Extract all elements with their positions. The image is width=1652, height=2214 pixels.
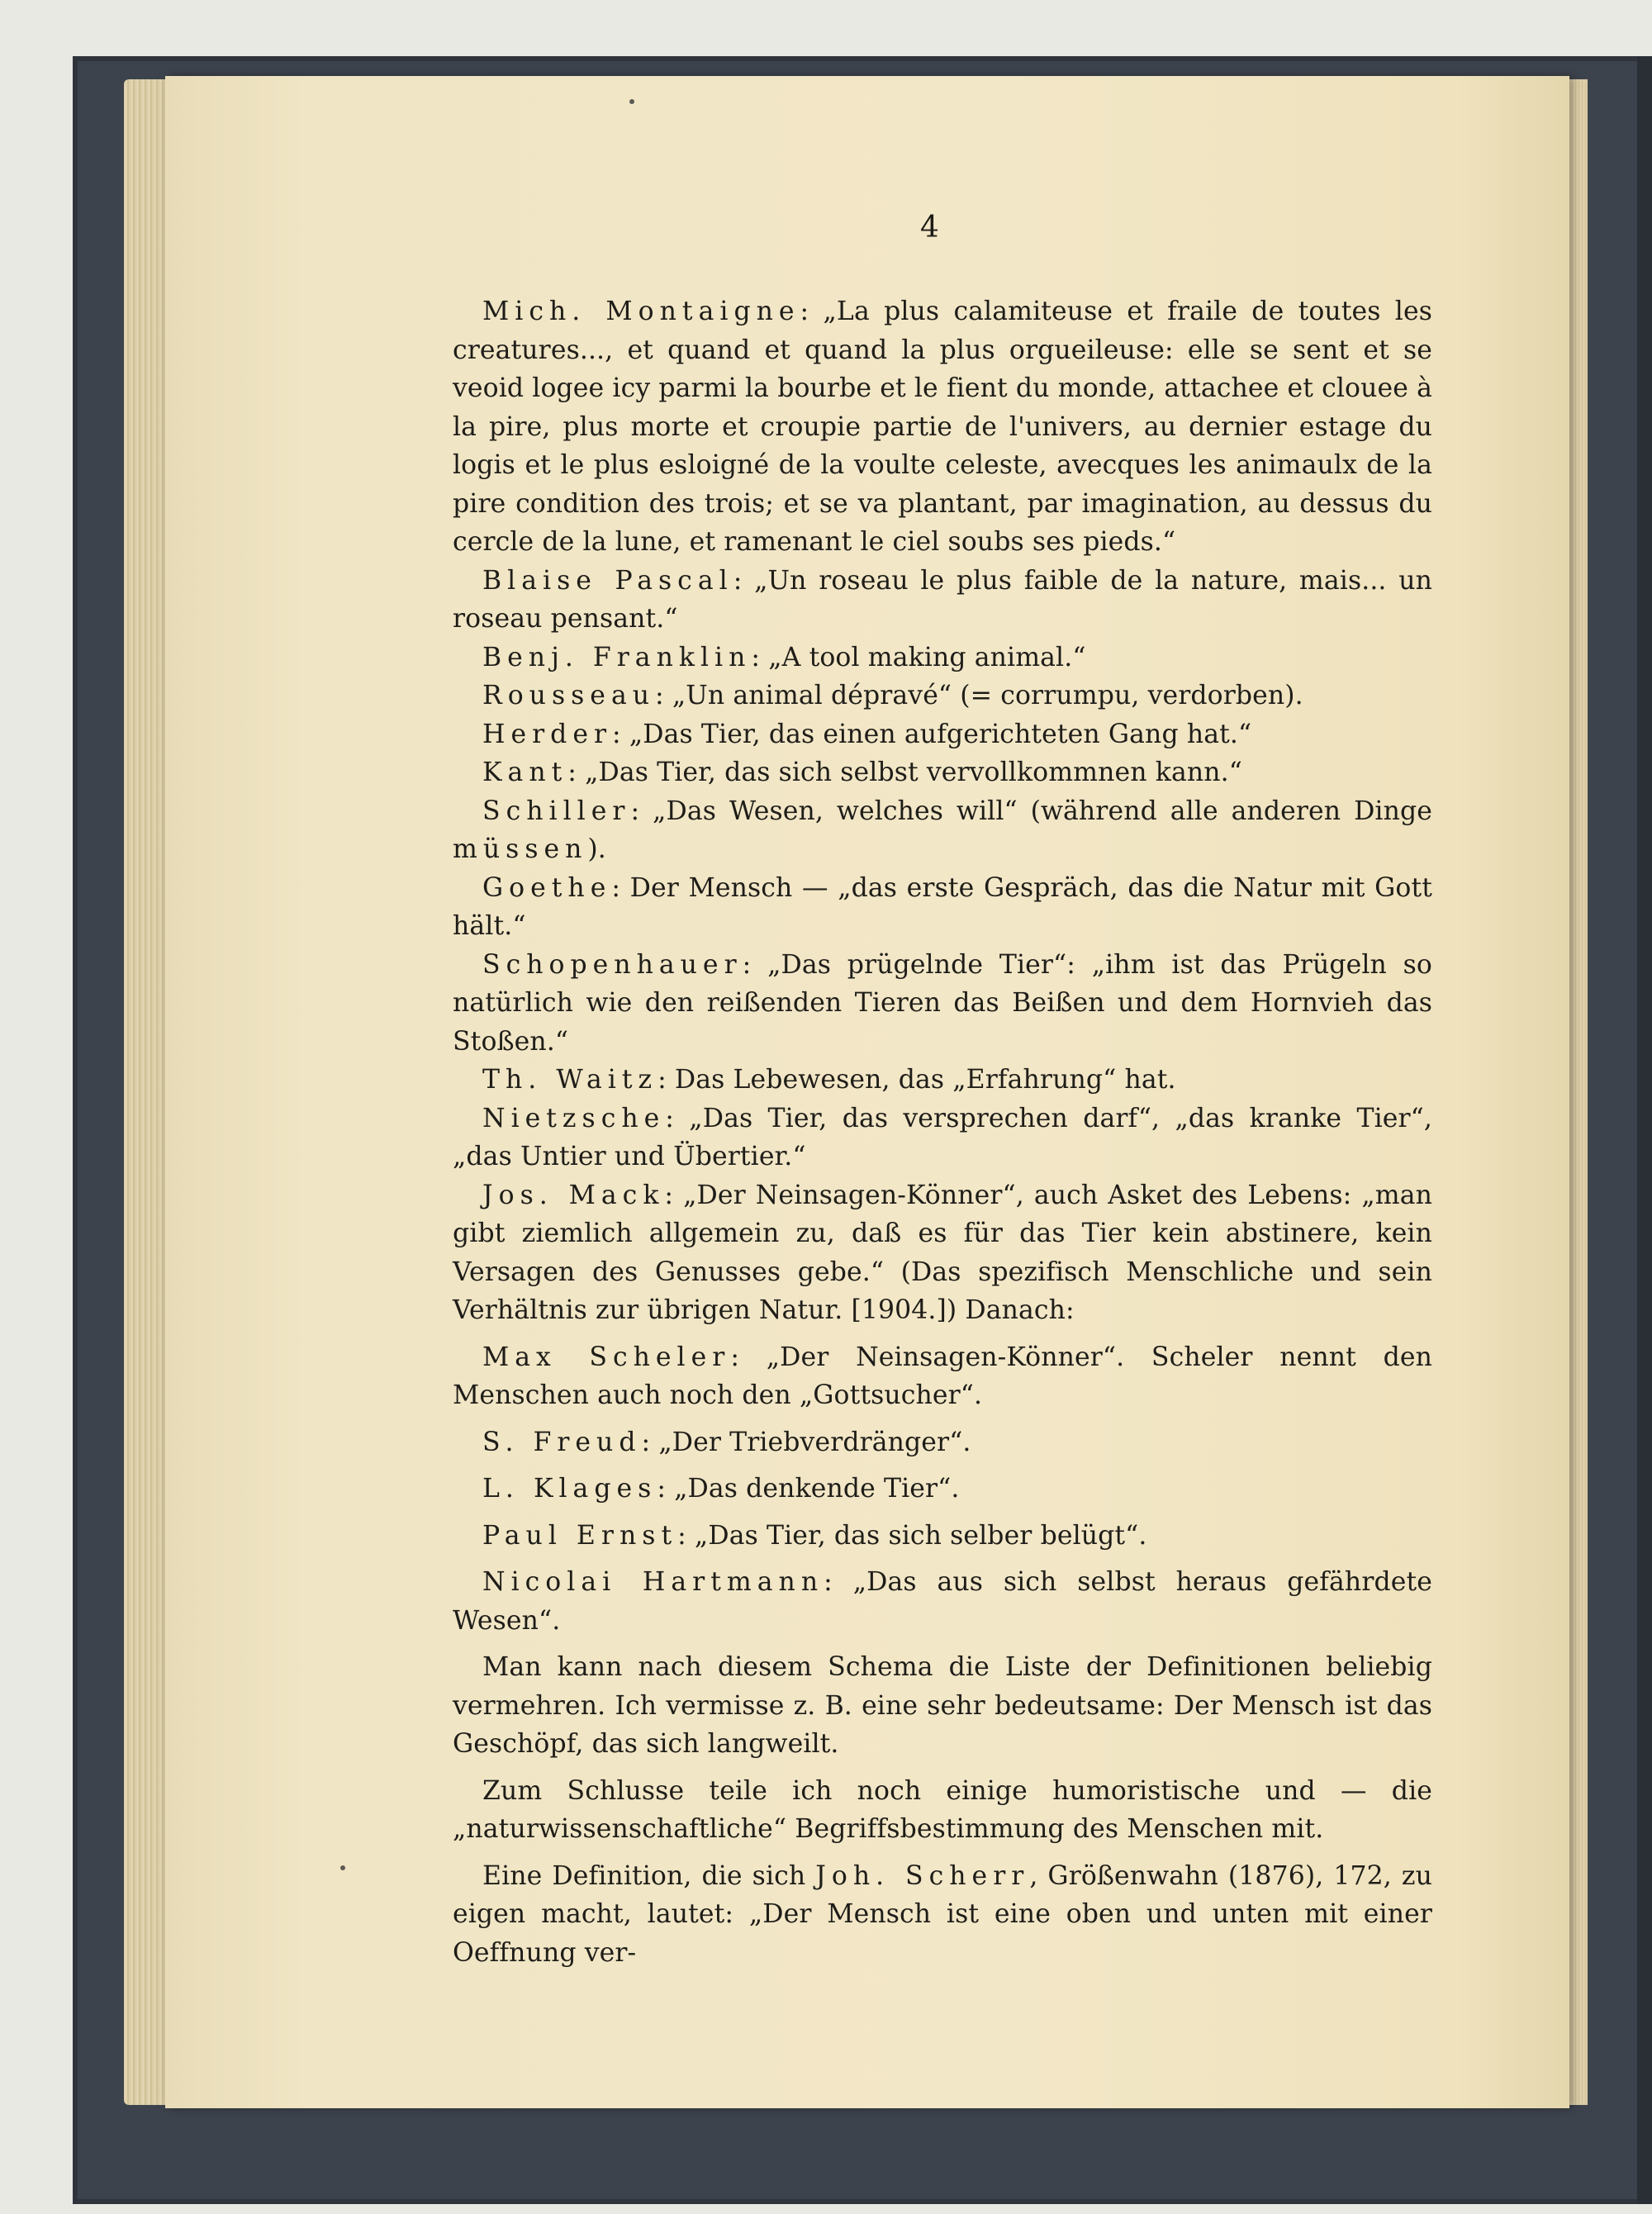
author-name: Schopenhauer [482,949,743,980]
author-name: Joh. Scherr [815,1860,1030,1891]
definition-text: : „Das Tier, das sich selbst vervollkommnen kann.“ [567,758,1242,787]
entry-scheler [453,1338,1432,1415]
entry-franklin [453,639,1432,677]
entry-schiller [453,792,1432,869]
author-name: Nicolai Hartmann [482,1567,824,1597]
author-name: Blaise Pascal [482,565,733,596]
book-cover-edge [1637,56,1652,2204]
entry-klages [453,1470,1432,1508]
entry-hartmann [453,1563,1432,1640]
definition-text: : Das Lebewesen, das „Erfahrung“ hat. [657,1065,1176,1095]
definition-text: : „Das denkende Tier“. [657,1474,960,1504]
paragraph-scherr [453,1857,1432,1973]
author-name: Nietzsche [482,1103,666,1133]
entry-schopenhauer [453,946,1432,1062]
page-text [453,292,1432,1972]
author-name: Benj. Franklin [482,642,752,672]
author-name: Goethe [482,872,612,903]
definition-text: : „Der Triebverdränger“. [641,1427,971,1457]
author-name: Rousseau [482,681,656,710]
paragraph-text: Eine Definition, die sich [482,1860,816,1891]
author-name: Herder [482,719,613,749]
definition-text: : „Der Neinsagen-Könner“, auch Asket des Lebens: „man gibt ziemlich allgemein zu, daß es für das Tier kein abstinere, kein Versagen des Genusses gebe.“ (Das spezifisch Menschliche und sein Verhältnis zur übrigen Natur. [1904.]) Danach: [453,1180,1433,1325]
definition-text: : „Un roseau le plus faible de la nature, mais... un roseau pensant.“ [453,565,1432,634]
emphasized-word: müssen [453,834,588,864]
paragraph-schema: Man kann nach diesem Schema die Liste der Definitionen beliebig vermehren. Ich vermisse z. B. eine sehr bedeutsame: Der Mensch ist das Geschöpf, das sich langweilt. [453,1652,1432,1759]
definition-text: : „Der Neinsagen-Könner“. Scheler nennt den Menschen auch noch den „Gottsucher“. [453,1342,1432,1410]
author-name: L. Klages [482,1474,657,1504]
definition-text: : „Das Tier, das versprechen darf“, „das kranke Tier“, „das Untier und Übertier.“ [453,1103,1432,1171]
entry-herder [453,715,1432,754]
definition-tail: ). [587,834,606,864]
entry-rousseau [453,677,1432,715]
paragraph-text: , Größenwahn (1876), 172, zu eigen macht, lautet: „Der Mensch ist eine oben und unten mit einer Oeffnung ver- [453,1860,1432,1968]
page-number: 4 [920,211,939,245]
author-name: Paul Ernst [482,1520,678,1551]
entry-kant [453,753,1432,792]
entry-nietzsche [453,1100,1432,1176]
definition-text: : „Das Tier, das sich selber belügt“. [677,1520,1147,1551]
definition-text: : „Das prügelnde Tier“: „ihm ist das Prügeln so natürlich wie den reißenden Tieren das Beißen und dem Hornvieh das Stoßen.“ [453,949,1432,1057]
entry-waitz [453,1061,1432,1100]
entry-montaigne [453,292,1432,562]
entry-mack [453,1176,1432,1330]
definition-text: : „Un animal dépravé“ (= corrumpu, verdorben). [655,681,1303,710]
definition-text: : „Das aus sich selbst heraus gefährdete Wesen“. [453,1567,1432,1636]
definition-text: : „Das Wesen, welches will“ (während alle anderen Dinge [630,796,1432,826]
definition-text: : Der Mensch — „das erste Gespräch, das die Natur mit Gott hält.“ [453,872,1432,941]
entry-ernst [453,1517,1432,1556]
speck [340,1865,345,1870]
entry-goethe [453,869,1432,946]
author-name: Kant [482,758,568,787]
definition-text: : „La plus calamiteuse et fraile de toutes les creatures..., et quand et quand la plus orgueileuse: elle se sent et se veoid logee icy parmi la bourbe et le fient du monde, attachee et clouee à la pire, plus morte et croupie partie de l'univers, au dernier estage du logis et le plus esloigné de la voulte celeste, avecques les animaulx de la pire condition des trois; et se va plantant, par imagination, au dessus du cercle de la lune, et ramenant le ciel soubs ses pieds.“ [453,297,1432,557]
author-name: S. Freud [482,1427,642,1457]
definition-text: : „A tool making animal.“ [751,642,1086,672]
paragraph-humor: Zum Schlusse teile ich noch einige humoristische und — die „naturwissenschaftliche“ Begriffsbestimmung des Menschen mit. [453,1775,1432,1844]
definition-text: : „Das Tier, das einen aufgerichteten Gang hat.“ [612,719,1252,749]
speck [629,99,634,104]
author-name: Schiller [482,796,631,826]
author-name: Jos. Mack [482,1180,665,1210]
entry-pascal [453,562,1432,639]
entry-freud [453,1423,1432,1462]
author-name: Th. Waitz [482,1065,658,1095]
author-name: Max Scheler [482,1342,731,1372]
author-name: Mich. Montaigne [482,297,800,326]
